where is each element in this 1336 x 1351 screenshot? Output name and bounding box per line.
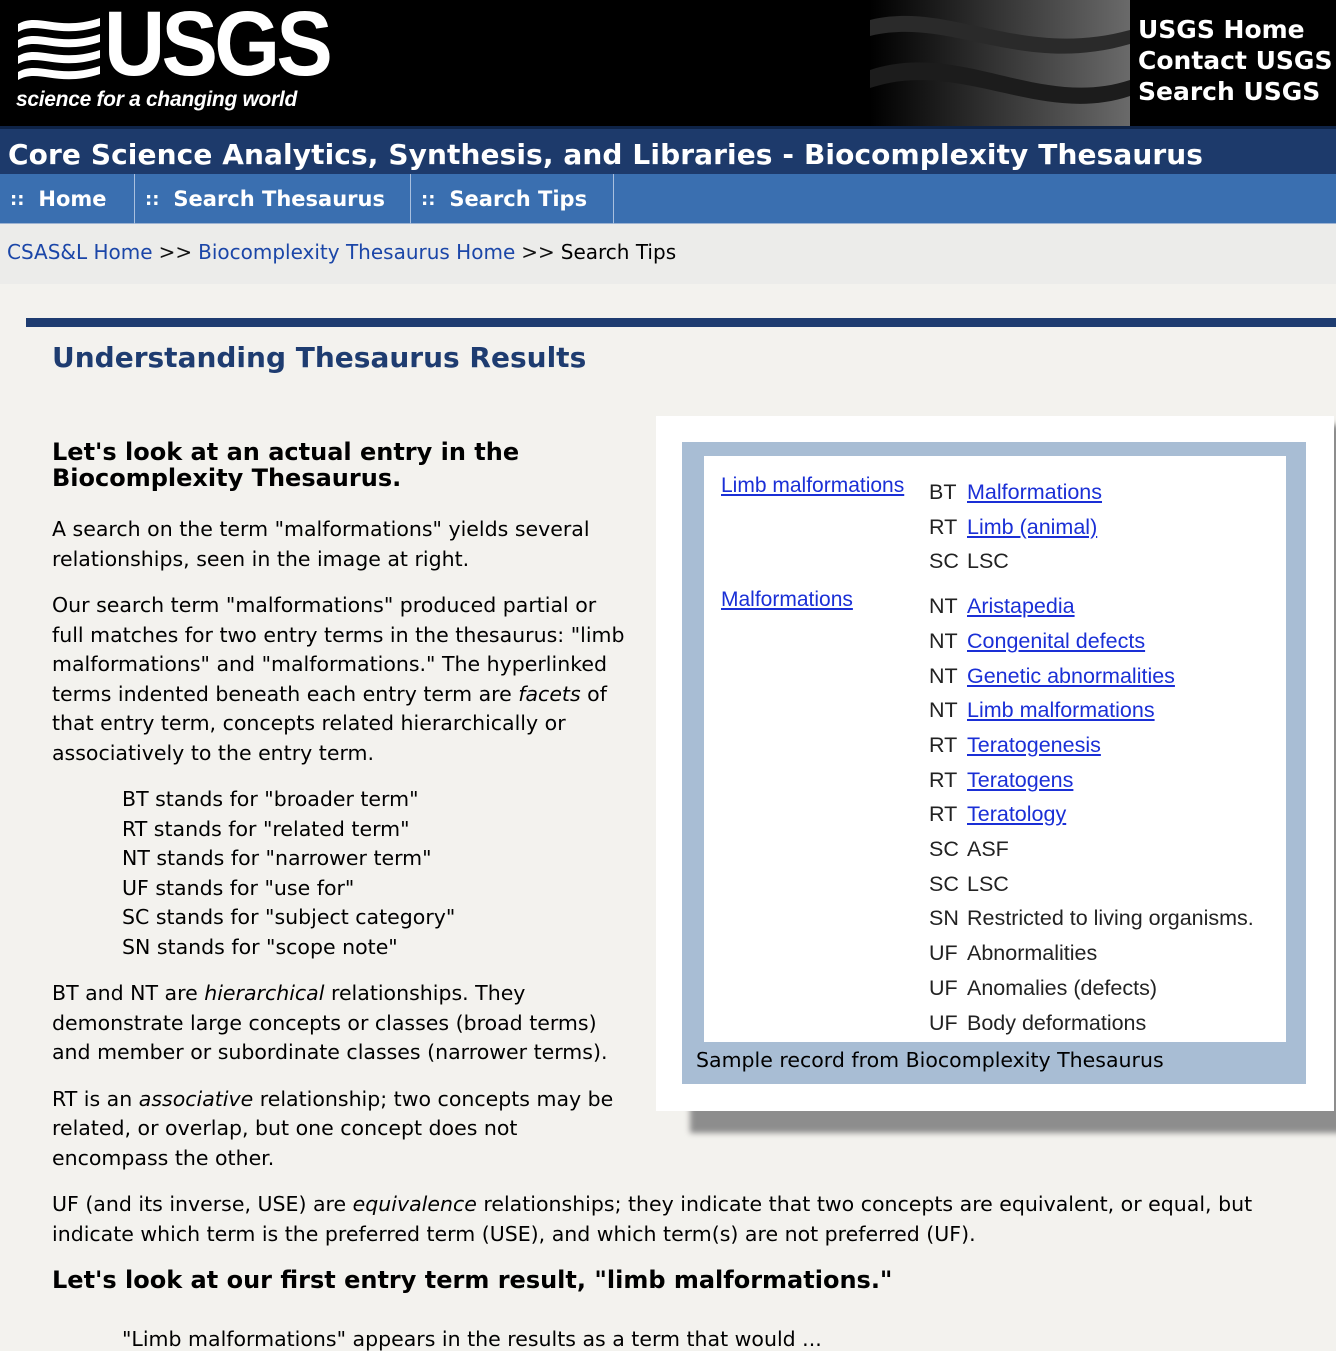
cutoff-paragraph: "Limb malformations" appears in the results as a term that would ... bbox=[122, 1327, 822, 1351]
legend-item: SC stands for "subject category" bbox=[122, 905, 456, 929]
equivalence-section bbox=[52, 1190, 1322, 1294]
related-term-link[interactable]: Aristapedia bbox=[967, 594, 1075, 619]
relation-row bbox=[929, 698, 1155, 732]
relation-code: NT bbox=[929, 663, 958, 688]
nav-home-label: Home bbox=[38, 187, 107, 211]
relation-row bbox=[929, 768, 1073, 802]
breadcrumb-separator: >> bbox=[521, 240, 555, 264]
relation-code: SC bbox=[929, 549, 959, 574]
relation-row bbox=[929, 941, 1097, 975]
paragraph-partial-matches: Our search term "malformations" produced partial or full matches for two entry terms in the thesaurus: "limb malformations" and "malformations." The hyperlinked terms indented beneath each entry term are facets of that entry term, concepts related hierarchically or associatively to the entry term. bbox=[52, 593, 625, 765]
nav-home[interactable] bbox=[0, 174, 135, 224]
relation-code: RT bbox=[929, 767, 958, 792]
section-heading-actual-entry: Let's look at an actual entry in the Biocomplexity Thesaurus. bbox=[52, 438, 520, 492]
legend-item: SN stands for "scope note" bbox=[122, 934, 398, 959]
abbreviation-legend bbox=[122, 785, 632, 962]
paragraph-hierarchical: BT and NT are hierarchical relationships. They demonstrate large concepts or classes (broad terms) and member or subordinate classes (narrower terms). bbox=[52, 981, 608, 1064]
related-term-text: Body deformations bbox=[967, 1010, 1147, 1035]
figure-caption: Sample record from Biocomplexity Thesaurus bbox=[696, 1048, 1164, 1072]
title-bar bbox=[0, 126, 1336, 174]
entry-term-link[interactable]: Malformations bbox=[721, 588, 853, 612]
relation-row bbox=[929, 802, 1066, 836]
relation-row bbox=[929, 837, 1009, 871]
entry-term-link[interactable]: Limb malformations bbox=[721, 474, 905, 497]
explanation-column bbox=[52, 439, 632, 1190]
related-term-text: Anomalies (defects) bbox=[967, 975, 1157, 1000]
main-nav bbox=[0, 174, 1336, 224]
relation-code: NT bbox=[929, 628, 958, 653]
relation-row bbox=[929, 549, 1009, 583]
page-heading: Understanding Thesaurus Results bbox=[52, 341, 587, 374]
sample-record-table bbox=[704, 456, 1286, 1042]
relation-code: UF bbox=[929, 941, 958, 966]
relation-code: RT bbox=[929, 514, 958, 539]
legend-item: RT stands for "related term" bbox=[122, 816, 410, 841]
site-title: Core Science Analytics, Synthesis, and Libraries - Biocomplexity Thesaurus bbox=[8, 138, 1204, 171]
nav-search-thesaurus-label: Search Thesaurus bbox=[173, 187, 385, 211]
relation-code: SN bbox=[929, 906, 959, 931]
related-term-link[interactable]: Teratogens bbox=[967, 767, 1074, 792]
usgs-home-link[interactable]: USGS Home bbox=[1138, 15, 1305, 44]
related-term-link[interactable]: Limb malformations bbox=[967, 698, 1155, 723]
nav-search-thesaurus[interactable] bbox=[135, 174, 411, 224]
related-term-text: LSC bbox=[967, 549, 1009, 574]
relation-row bbox=[929, 906, 1254, 940]
related-term-link[interactable]: Teratogenesis bbox=[967, 732, 1101, 757]
banner-swoosh-graphic bbox=[870, 0, 1130, 126]
contact-usgs-link[interactable]: Contact USGS bbox=[1138, 46, 1333, 75]
relation-row bbox=[929, 480, 1102, 514]
related-term-link[interactable]: Genetic abnormalities bbox=[967, 663, 1175, 688]
relation-row bbox=[929, 872, 1009, 906]
relation-code: NT bbox=[929, 698, 958, 723]
nav-marker: :: bbox=[10, 188, 25, 210]
main-content bbox=[26, 327, 1336, 1351]
breadcrumb-thesaurus-home[interactable]: Biocomplexity Thesaurus Home bbox=[198, 240, 516, 264]
relation-row bbox=[929, 733, 1101, 767]
paragraph-associative: RT is an associative relationship; two concepts may be related, or overlap, but one concept does not encompass the other. bbox=[52, 1086, 614, 1170]
legend-item: UF stands for "use for" bbox=[122, 875, 355, 900]
nav-search-tips-label: Search Tips bbox=[449, 187, 588, 211]
usgs-tagline: science for a changing world bbox=[16, 88, 297, 111]
related-term-text: Restricted to living organisms. bbox=[967, 906, 1254, 931]
relation-row bbox=[929, 1011, 1146, 1045]
related-term-link[interactable]: Congenital defects bbox=[967, 628, 1146, 653]
relation-row bbox=[929, 594, 1075, 628]
nav-marker: :: bbox=[145, 188, 160, 210]
usgs-logo[interactable] bbox=[14, 0, 330, 120]
relation-code: RT bbox=[929, 732, 958, 757]
top-links bbox=[1130, 0, 1336, 126]
search-usgs-link[interactable]: Search USGS bbox=[1138, 77, 1321, 106]
relation-row bbox=[929, 629, 1145, 663]
breadcrumb bbox=[0, 224, 1336, 284]
site-banner bbox=[0, 0, 1336, 126]
related-term-link[interactable]: Teratology bbox=[967, 802, 1067, 827]
paragraph-search-yields: A search on the term "malformations" yields several relationships, seen in the image at right. bbox=[52, 517, 590, 571]
related-term-link[interactable]: Malformations bbox=[967, 480, 1103, 504]
relation-row bbox=[929, 976, 1157, 1010]
usgs-wordmark: USGS bbox=[104, 0, 330, 95]
nav-search-tips[interactable] bbox=[411, 174, 614, 224]
relation-code: NT bbox=[929, 594, 958, 619]
section-heading-first-entry: Let's look at our first entry term result, "limb malformations." bbox=[52, 1266, 893, 1294]
nav-marker: :: bbox=[421, 188, 436, 210]
usgs-wave-icon bbox=[14, 14, 104, 90]
content-top-rule bbox=[26, 318, 1336, 327]
relation-code: UF bbox=[929, 1010, 958, 1035]
breadcrumb-csasl-home[interactable]: CSAS&L Home bbox=[7, 240, 153, 264]
relation-code: SC bbox=[929, 871, 959, 896]
related-term-text: LSC bbox=[967, 871, 1009, 896]
relation-code: BT bbox=[929, 480, 957, 504]
sample-record-figure bbox=[656, 416, 1334, 1111]
relation-code: UF bbox=[929, 975, 958, 1000]
related-term-link[interactable]: Limb (animal) bbox=[967, 514, 1098, 539]
related-term-text: Abnormalities bbox=[967, 941, 1098, 966]
paragraph-equivalence: UF (and its inverse, USE) are equivalence relationships; they indicate that two concepts are equivalent, or equal, but indicate which term is the preferred term (USE), and which term(s) are not preferred (UF). bbox=[52, 1192, 1253, 1246]
sample-record-frame bbox=[682, 442, 1306, 1084]
legend-item: BT stands for "broader term" bbox=[122, 787, 419, 811]
relation-code: SC bbox=[929, 837, 959, 861]
relation-row bbox=[929, 515, 1097, 549]
relation-code: RT bbox=[929, 802, 958, 827]
related-term-text: ASF bbox=[967, 837, 1009, 861]
breadcrumb-current: Search Tips bbox=[560, 240, 677, 264]
legend-item: NT stands for "narrower term" bbox=[122, 846, 432, 870]
breadcrumb-separator: >> bbox=[158, 240, 193, 264]
relation-row bbox=[929, 664, 1175, 698]
